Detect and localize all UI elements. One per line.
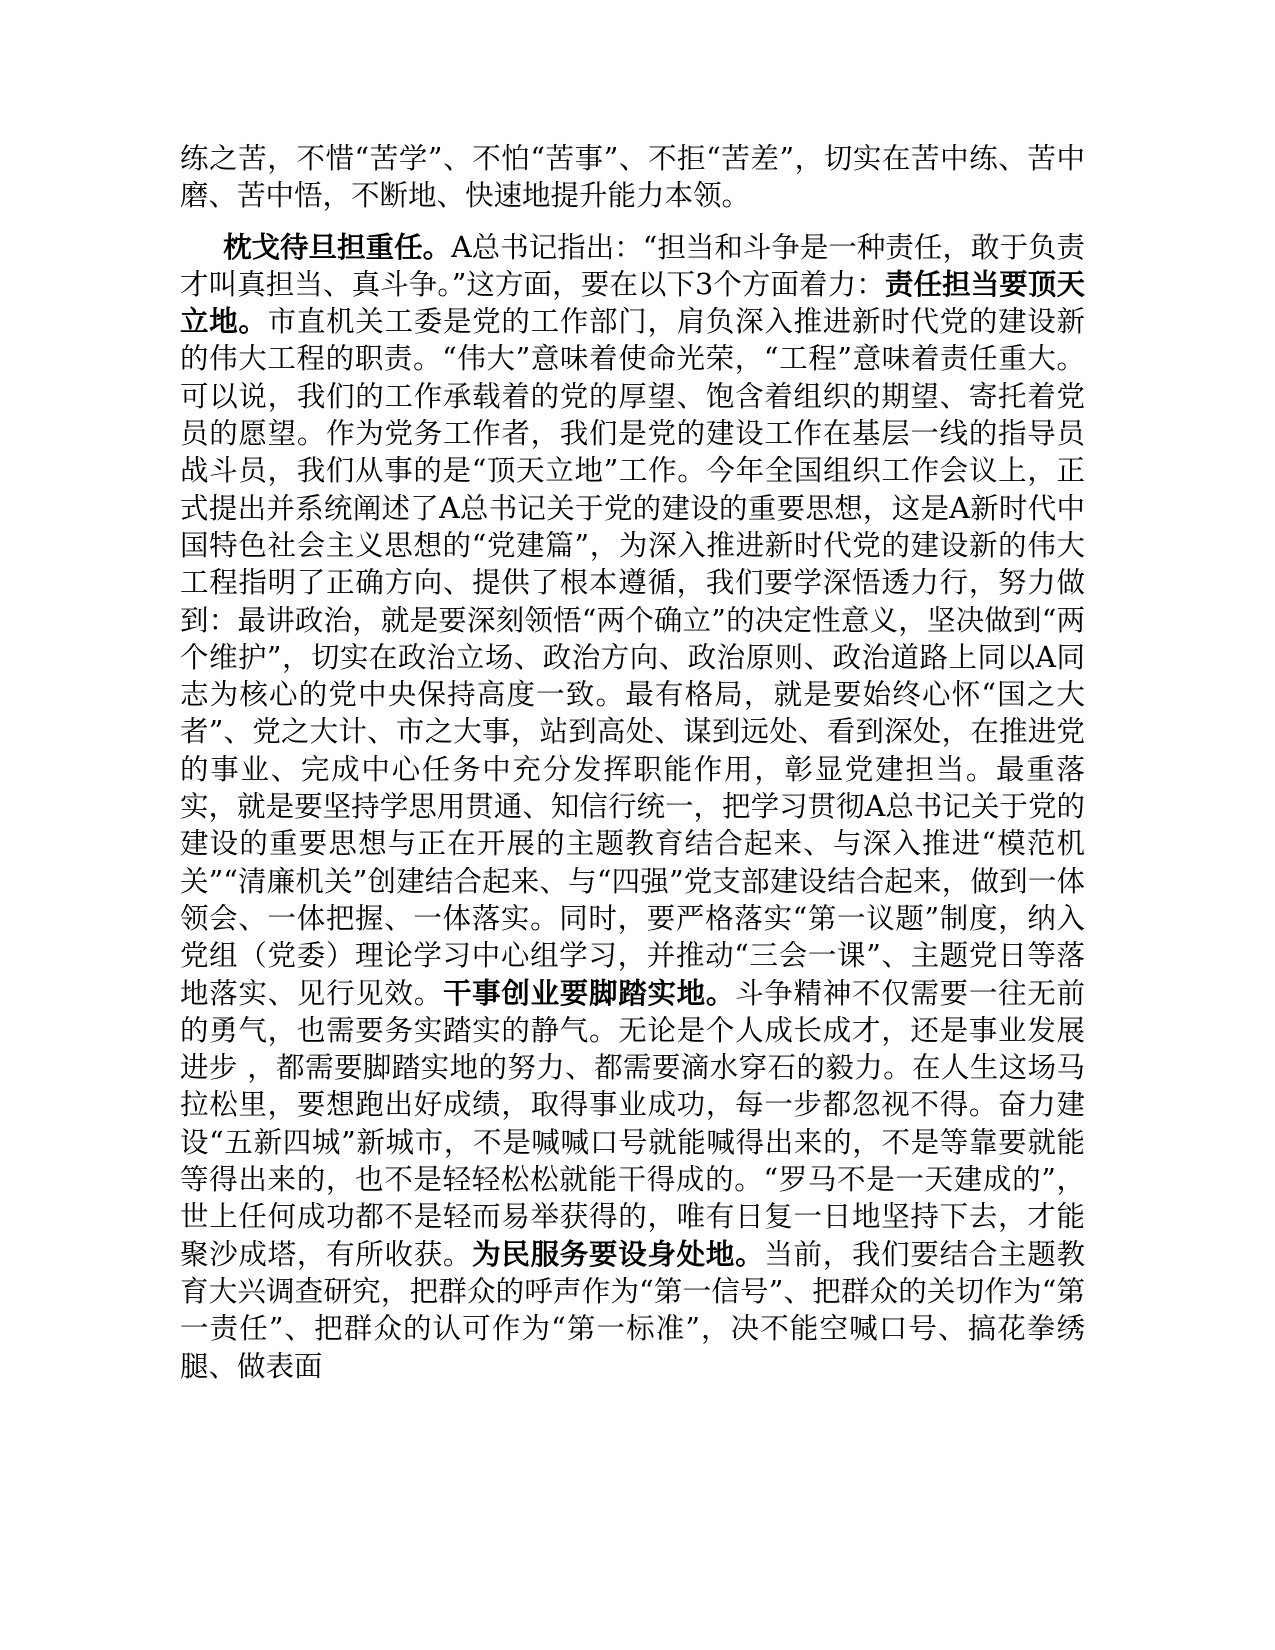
point-text-1: 市直机关工委是党的工作部门，肩负深入推进新时代党的建设新的伟大工程的职责。“伟大”意味着使命光荣，“工程”意味着责任重大。可以说，我们的工作承载着的党的厚望、饱含着组织的期望、寄托着党员的愿望。作为党务工作者，我们是党的建设工作在基层一线的指导员战斗员，我们从事的是“顶天立地”工作。今年全国组织工作会议上，正式提出并系统阐述了A总书记关于党的建设的重要思想，这是A新时代中国特色社会主义思想的“党建篇”，为深入推进新时代党的建设新的伟大工程指明了正确方向、提供了根本遵循，我们要学深悟透力行，努力做到：最讲政治，就是要深刻领悟“两个确立”的决定性意义，坚决做到“两个维护”，切实在政治立场、政治方向、政治原则、政治道路上同以A同志为核心的党中央保持高度一致。最有格局，就是要始终心怀“国之大者”、党之大计、市之大事，站到高处、谋到远处、看到深处，在推进党的事业、完成中心任务中充分发挥职能作用，彰显党建担当。最重落实，就是要坚持学思用贯通、知信行统一，把学习贯彻A总书记关于党的建设的重要思想与正在开展的主题教育结合起来、与深入推进“模范机关”“清廉机关”创建结合起来、与“四强”党支部建设结合起来，做到一体领会、一体把握、一体落实。同时，要严格落实“第一议题”制度，纳入党组（党委）理论学习中心组学习，并推动“三会一课”、主题党日等落地落实、见行见效。 (180, 305, 1085, 1010)
section-intro: A总书记指出：“担当和斗争是一种责任，敢于负责才叫真担当、真斗争。”这方面，要在以下3个方面着力： (180, 230, 1085, 301)
document-body (180, 140, 1085, 1385)
point-text-2: 斗争精神不仅需要一往无前的勇气，也需要务实踏实的静气。无论是个人成长成才，还是事业发展进步 ，都需要脚踏实地的努力、都需要滴水穿石的毅力。在人生这场马拉松里，要想跑出好成绩，取得事业成功，每一步都忽视不得。奋力建设“五新四城”新城市，不是喊喊口号就能喊得出来的，不是等靠要就能等得出来的，也不是轻轻松松就能干得成的。“罗马不是一天建成的”，世上任何成功都不是轻而易举获得的，唯有日复一日地坚持下去，才能聚沙成塔，有所收获。 (180, 976, 1085, 1271)
section-heading: 枕戈待旦担重任。 (223, 229, 452, 264)
paragraph-responsibility (180, 229, 1085, 1385)
point-text-3: 当前，我们要结合主题教育大兴调查研究，把群众的呼声作为“第一信号”、把群众的关切作为“第一责任”、把群众的认可作为“第一标准”，决不能空喊口号、搞花拳绣腿、做表面 (180, 1237, 1085, 1383)
paragraph-text: 练之苦，不惜“苦学”、不怕“苦事”、不拒“苦差”，切实在苦中练、苦中磨、苦中悟，不断地、快速地提升能力本领。 (180, 142, 1085, 213)
point-heading-2: 干事创业要脚踏实地。 (442, 975, 736, 1010)
point-heading-1: 责任担当要顶天立地。 (180, 266, 1085, 339)
point-heading-3: 为民服务要设身处地。 (472, 1236, 765, 1271)
paragraph-continuation (180, 140, 1085, 215)
